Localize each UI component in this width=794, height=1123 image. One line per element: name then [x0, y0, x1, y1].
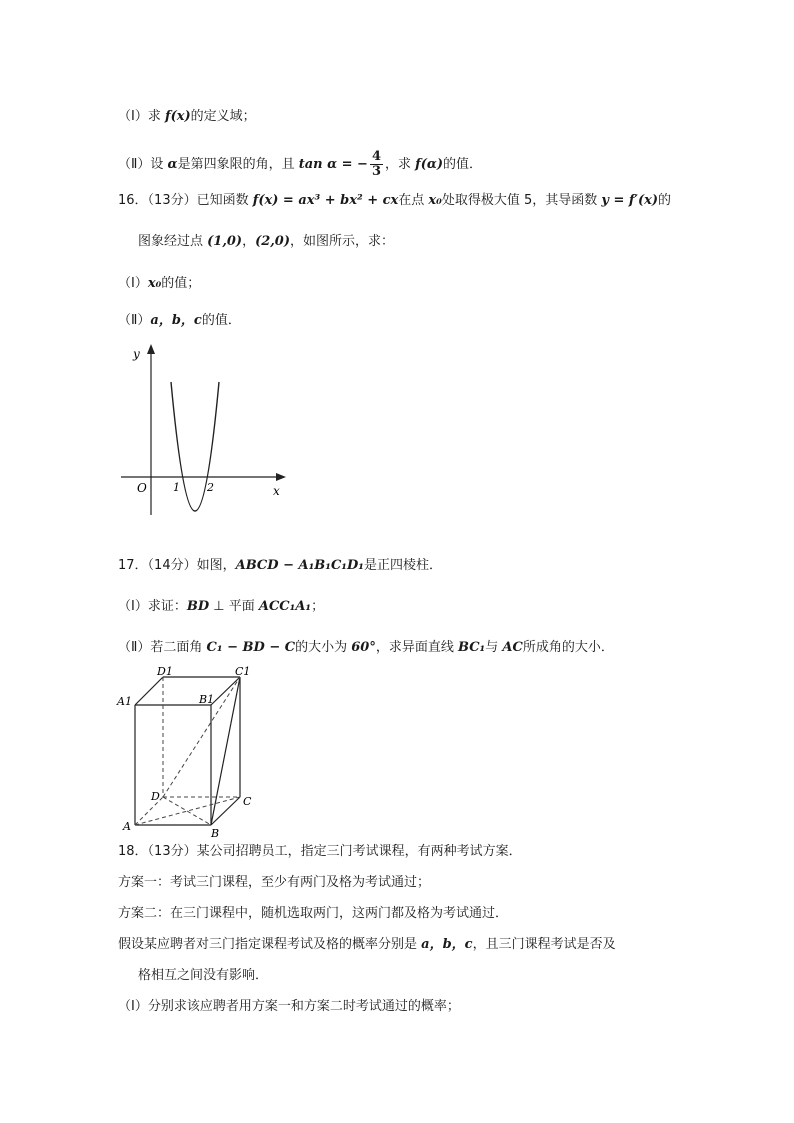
math-expr: ACC₁A₁ [258, 599, 312, 614]
part-label: （Ⅱ） [118, 313, 151, 328]
math-expr: BD [186, 599, 210, 614]
vertex-label-D: D [151, 790, 160, 803]
p15-part2: （Ⅱ）设 α是第四象限的角，且 tan α = − $\frac{4}{3}$ ，求 f(α)的值． [118, 149, 483, 179]
math-expr: y = f′(x) [601, 193, 658, 208]
part-label: （Ⅰ） [118, 276, 148, 291]
vertex-label-C1: C1 [235, 665, 251, 678]
origin-label: O [137, 481, 147, 495]
p17-header: 17．（14分）如图，ABCD − A₁B₁C₁D₁是正四棱柱． [118, 558, 442, 573]
p16-header: 16．（13分）已知函数 f(x) = ax³ + bx² + cx在点 x₀处取得极大值 5，其导函数 y = f′(x)的 [118, 193, 672, 208]
math-expr: ABCD − A₁B₁C₁D₁ [235, 558, 364, 573]
problem-number: 16．（13分） [118, 193, 197, 208]
tick-label-1: 1 [173, 481, 180, 494]
p16-part2: （Ⅱ）a，b，c的值． [118, 313, 241, 328]
math-expr: BC₁ [457, 640, 486, 655]
math-expr: f(α) [415, 157, 444, 172]
part-label: （Ⅱ） [118, 157, 151, 172]
vertex-label-B: B [211, 827, 220, 840]
math-expr: a，b，c [150, 313, 202, 328]
problem-number: 17．（14分） [118, 558, 197, 573]
p18-plan1: 方案一：考试三门课程，至少有两门及格为考试通过； [118, 875, 431, 890]
p17-part2: （Ⅱ）若二面角 C₁ − BD − C的大小为 60°，求异面直线 BC₁与 AC所成角的大小． [118, 640, 614, 655]
prism-figure [115, 665, 265, 840]
math-expr: x₀ [428, 193, 442, 208]
part-label: （Ⅰ） [118, 999, 148, 1014]
fraction: $\frac{4}{3}$ [371, 149, 381, 179]
p18-header: 18．（13分）某公司招聘员工，指定三门考试课程，有两种考试方案． [118, 844, 522, 859]
math-expr: x₀ [147, 276, 162, 291]
math-expr: C₁ − BD − C [206, 640, 296, 655]
p16-line2: 图象经过点 (1,0)，(2,0)，如图所示，求： [138, 234, 395, 249]
p16-part1: （Ⅰ）x₀的值； [118, 276, 201, 291]
tick-label-2: 2 [207, 481, 214, 494]
derivative-graph [115, 340, 295, 540]
math-expr: (1,0) [207, 234, 243, 249]
y-axis-arrow [147, 344, 155, 354]
vertex-label-A1: A1 [117, 695, 132, 708]
math-expr: AC [502, 640, 523, 655]
part-label: （Ⅱ） [118, 640, 151, 655]
vertex-label-A: A [123, 820, 131, 833]
math-expr: f(x) = ax³ + bx² + cx [252, 193, 399, 208]
vertex-label-B1: B1 [199, 693, 215, 706]
p18-assume-line2: 格相互之间没有影响． [138, 968, 269, 983]
p18-assume-line1: 假设某应聘者对三门指定课程考试及格的概率分别是 a，b，c，且三门课程考试是否及 [118, 937, 616, 952]
p18-plan2: 方案二：在三门课程中，随机选取两门，这两门都及格为考试通过． [118, 906, 509, 921]
math-expr: 60° [351, 640, 376, 655]
math-expr: f(x) [164, 109, 191, 124]
p17-part1: （Ⅰ）求证：BD ⊥ 平面 ACC₁A₁； [118, 599, 325, 614]
x-axis-arrow [276, 473, 286, 481]
p15-part1: （Ⅰ）求 f(x)的定义域； [118, 109, 256, 124]
x-axis-label: x [273, 484, 280, 498]
part-label: （Ⅰ） [118, 109, 148, 124]
math-expr: α [167, 157, 178, 172]
y-axis-label: y [133, 347, 140, 361]
math-expr: (2,0) [255, 234, 290, 249]
vertex-label-C: C [243, 795, 252, 808]
math-expr: tan α = − [298, 157, 368, 172]
part-label: （Ⅰ） [118, 599, 148, 614]
math-expr: a，b，c [421, 937, 473, 952]
problem-number: 18．（13分） [118, 844, 197, 859]
vertex-label-D1: D1 [157, 665, 173, 678]
p18-part1: （Ⅰ）分别求该应聘者用方案一和方案二时考试通过的概率； [118, 999, 460, 1014]
